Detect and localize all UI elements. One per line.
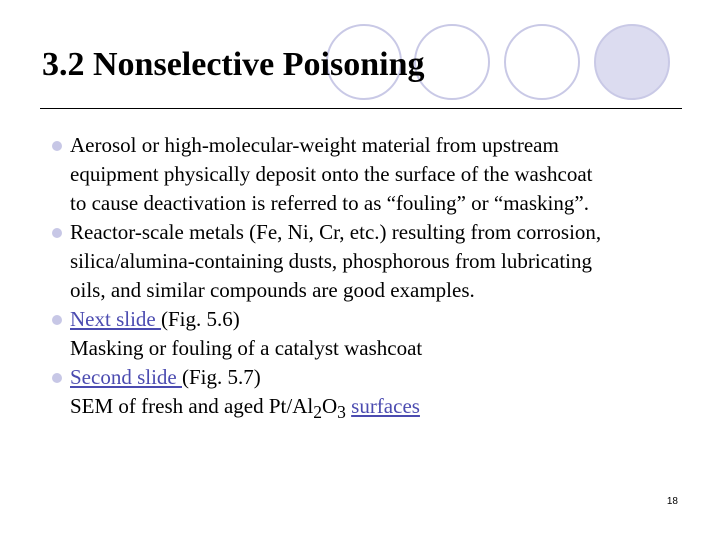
bullet-line xyxy=(70,392,700,427)
figure-ref: (Fig. 5.7) xyxy=(181,365,261,389)
sem-text: SEM of fresh and aged Pt/Al xyxy=(70,394,314,418)
bullet-line: equipment physically deposit onto the surface of the washcoat xyxy=(70,162,593,186)
bullet-list xyxy=(70,131,700,427)
bullet-item xyxy=(70,218,700,305)
bullet-item xyxy=(70,131,700,218)
bullet-line xyxy=(70,363,700,392)
second-slide-link[interactable]: Second slide xyxy=(70,365,182,389)
bullet-dot xyxy=(52,141,62,151)
bullet-dot xyxy=(52,373,62,383)
surfaces-link[interactable]: surfaces xyxy=(351,394,420,418)
bullet-dot xyxy=(52,228,62,238)
bullet-dot xyxy=(52,315,62,325)
bullet-line: Masking or fouling of a catalyst washcoat xyxy=(70,336,423,360)
bullet-line: oils, and similar compounds are good examples. xyxy=(70,278,475,302)
subscript-2: 2 xyxy=(313,402,322,423)
figure-ref: (Fig. 5.6) xyxy=(160,307,240,331)
deco-circle-2 xyxy=(415,25,489,99)
next-slide-link[interactable]: Next slide xyxy=(70,307,161,331)
bullet-line: Aerosol or high-molecular-weight material from upstream xyxy=(70,133,559,157)
slide-title: 3.2 Nonselective Poisoning xyxy=(42,46,425,83)
bullet-line: silica/alumina-containing dusts, phosphorous from lubricating xyxy=(70,249,592,273)
title-underline xyxy=(40,108,682,109)
bullet-item xyxy=(70,363,700,427)
deco-circle-4 xyxy=(595,25,669,99)
bullet-line: Reactor-scale metals (Fe, Ni, Cr, etc.) resulting from corrosion, xyxy=(70,220,602,244)
deco-circle-3 xyxy=(505,25,579,99)
subscript-3: 3 xyxy=(337,402,346,423)
bullet-line xyxy=(70,305,700,334)
bullet-item xyxy=(70,305,700,363)
page-number: 18 xyxy=(666,496,678,507)
bullet-line: to cause deactivation is referred to as “fouling” or “masking”. xyxy=(70,191,589,215)
oxygen-symbol: O xyxy=(321,394,338,418)
